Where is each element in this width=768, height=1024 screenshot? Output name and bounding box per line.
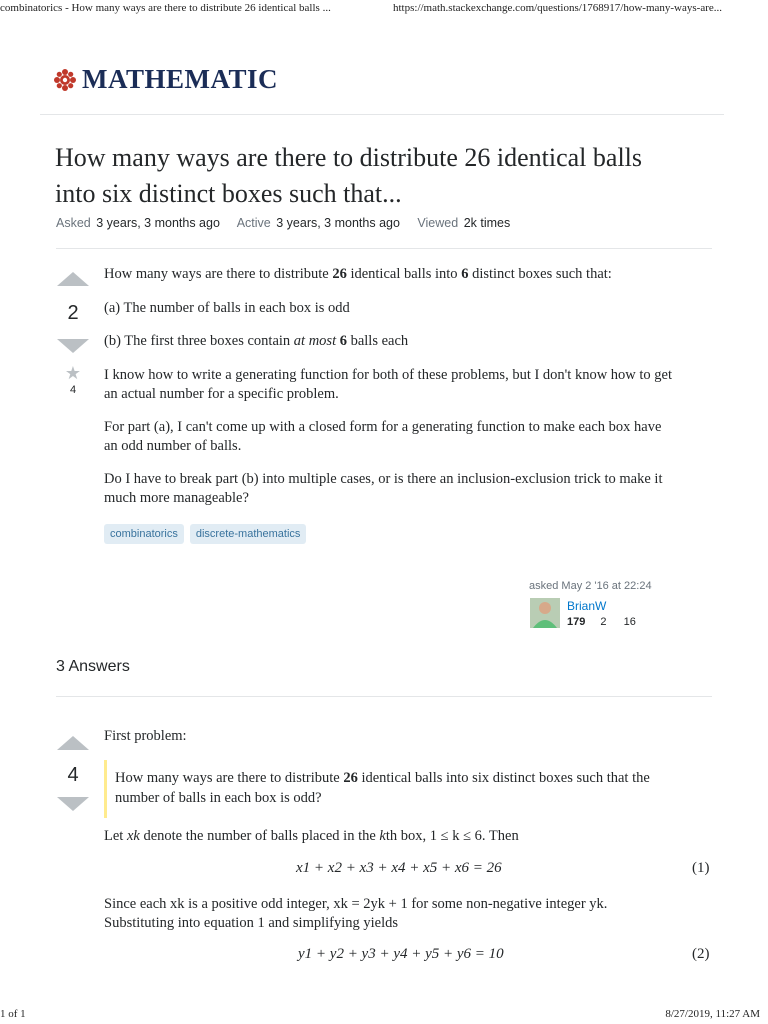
- answer-score: 4: [67, 764, 79, 786]
- downvote-icon[interactable]: [57, 797, 89, 811]
- since-line1: Since each xk is a positive odd integer, xk = 2yk + 1 for some non-negative integer yk.: [104, 896, 608, 912]
- question-para-3: (b) The first three boxes contain at most 6 balls each: [104, 333, 409, 349]
- site-logo[interactable]: [54, 64, 278, 95]
- question-para-4-line1: I know how to write a generating function for both of these problems, but I don't know how to get: [104, 367, 672, 383]
- print-header: [0, 0, 768, 18]
- upvote-icon[interactable]: [57, 736, 89, 750]
- question-meta: [56, 216, 524, 230]
- page-count: 1 of 1: [0, 1008, 26, 1020]
- answers-count: 3 Answers: [56, 658, 130, 675]
- math-se-logo-icon: [54, 69, 76, 91]
- user-reputation: [567, 616, 650, 628]
- title-divider: [56, 248, 712, 249]
- question-para-1: How many ways are there to distribute 26 identical balls into 6 distinct boxes such that:: [104, 266, 612, 282]
- question-title-line2: into six distinct boxes such that...: [55, 179, 402, 208]
- quote-line2: number of balls in each box is odd?: [115, 790, 322, 806]
- quote-line1: How many ways are there to distribute 26 identical balls into six distinct boxes such that the: [115, 770, 650, 786]
- viewed-value: 2k times: [463, 216, 511, 230]
- upvote-icon[interactable]: [57, 272, 89, 286]
- favorite-star-icon[interactable]: ★: [64, 363, 82, 383]
- viewed-label: Viewed: [417, 216, 459, 230]
- equation-1: x1 + x2 + x3 + x4 + x5 + x6 = 26: [296, 860, 502, 876]
- answer-intro: First problem:: [104, 728, 187, 744]
- question-para-6-line2: much more manageable?: [104, 490, 249, 506]
- user-name-link[interactable]: BrianW: [567, 599, 607, 613]
- print-timestamp: 8/27/2019, 11:27 AM: [665, 1008, 760, 1020]
- favorite-count: 4: [69, 384, 77, 396]
- question-para-6-line1: Do I have to break part (b) into multiple cases, or is there an inclusion-exclusion trick to make it: [104, 471, 663, 487]
- equation-2: y1 + y2 + y3 + y4 + y5 + y6 = 10: [298, 946, 504, 962]
- question-score: 2: [67, 302, 79, 324]
- question-vote-panel: [55, 272, 91, 396]
- question-para-5-line2: an odd number of balls.: [104, 438, 242, 454]
- question-body: [104, 264, 724, 504]
- equation-1-number: (1): [692, 860, 710, 876]
- since-line2: Substituting into equation 1 and simplifying yields: [104, 915, 399, 931]
- site-name: MATHEMATIC: [82, 64, 278, 94]
- question-para-2: (a) The number of balls in each box is odd: [104, 300, 350, 316]
- answer-body: [104, 726, 724, 976]
- downvote-icon[interactable]: [57, 339, 89, 353]
- tag-discrete-mathematics[interactable]: discrete-mathematics: [190, 524, 307, 544]
- silver-badge-count: 2: [600, 616, 607, 628]
- user-avatar-icon: [530, 598, 560, 628]
- reputation-score: 179: [567, 616, 586, 628]
- question-title[interactable]: [55, 140, 705, 212]
- tag-combinatorics[interactable]: combinatorics: [104, 524, 184, 544]
- print-header-url: https://math.stackexchange.com/questions/1768917/how-many-ways-are...: [393, 2, 723, 14]
- question-para-4-line2: an actual number for a specific problem.: [104, 386, 339, 402]
- equation-2-number: (2): [692, 946, 710, 962]
- asked-value: 3 years, 3 months ago: [96, 216, 220, 230]
- print-header-title: combinatorics - How many ways are there to distribute 26 identical balls ...: [0, 2, 331, 14]
- question-para-5-line1: For part (a), I can't come up with a closed form for a generating function to make each box have: [104, 419, 662, 435]
- active-label: Active: [236, 216, 271, 230]
- active-value[interactable]: 3 years, 3 months ago: [276, 216, 400, 230]
- asked-label: Asked: [56, 216, 91, 230]
- asked-timestamp: asked May 2 '16 at 22:24: [529, 580, 652, 592]
- question-tags: [104, 524, 306, 544]
- bronze-badge-count: 16: [623, 616, 636, 628]
- avatar[interactable]: [530, 598, 560, 628]
- answers-divider: [56, 696, 712, 697]
- blockquote-bar: [104, 760, 107, 818]
- answer-vote-panel: [55, 736, 91, 811]
- question-title-line1: How many ways are there to distribute 26 identical balls: [55, 143, 643, 172]
- header-divider: [40, 114, 724, 115]
